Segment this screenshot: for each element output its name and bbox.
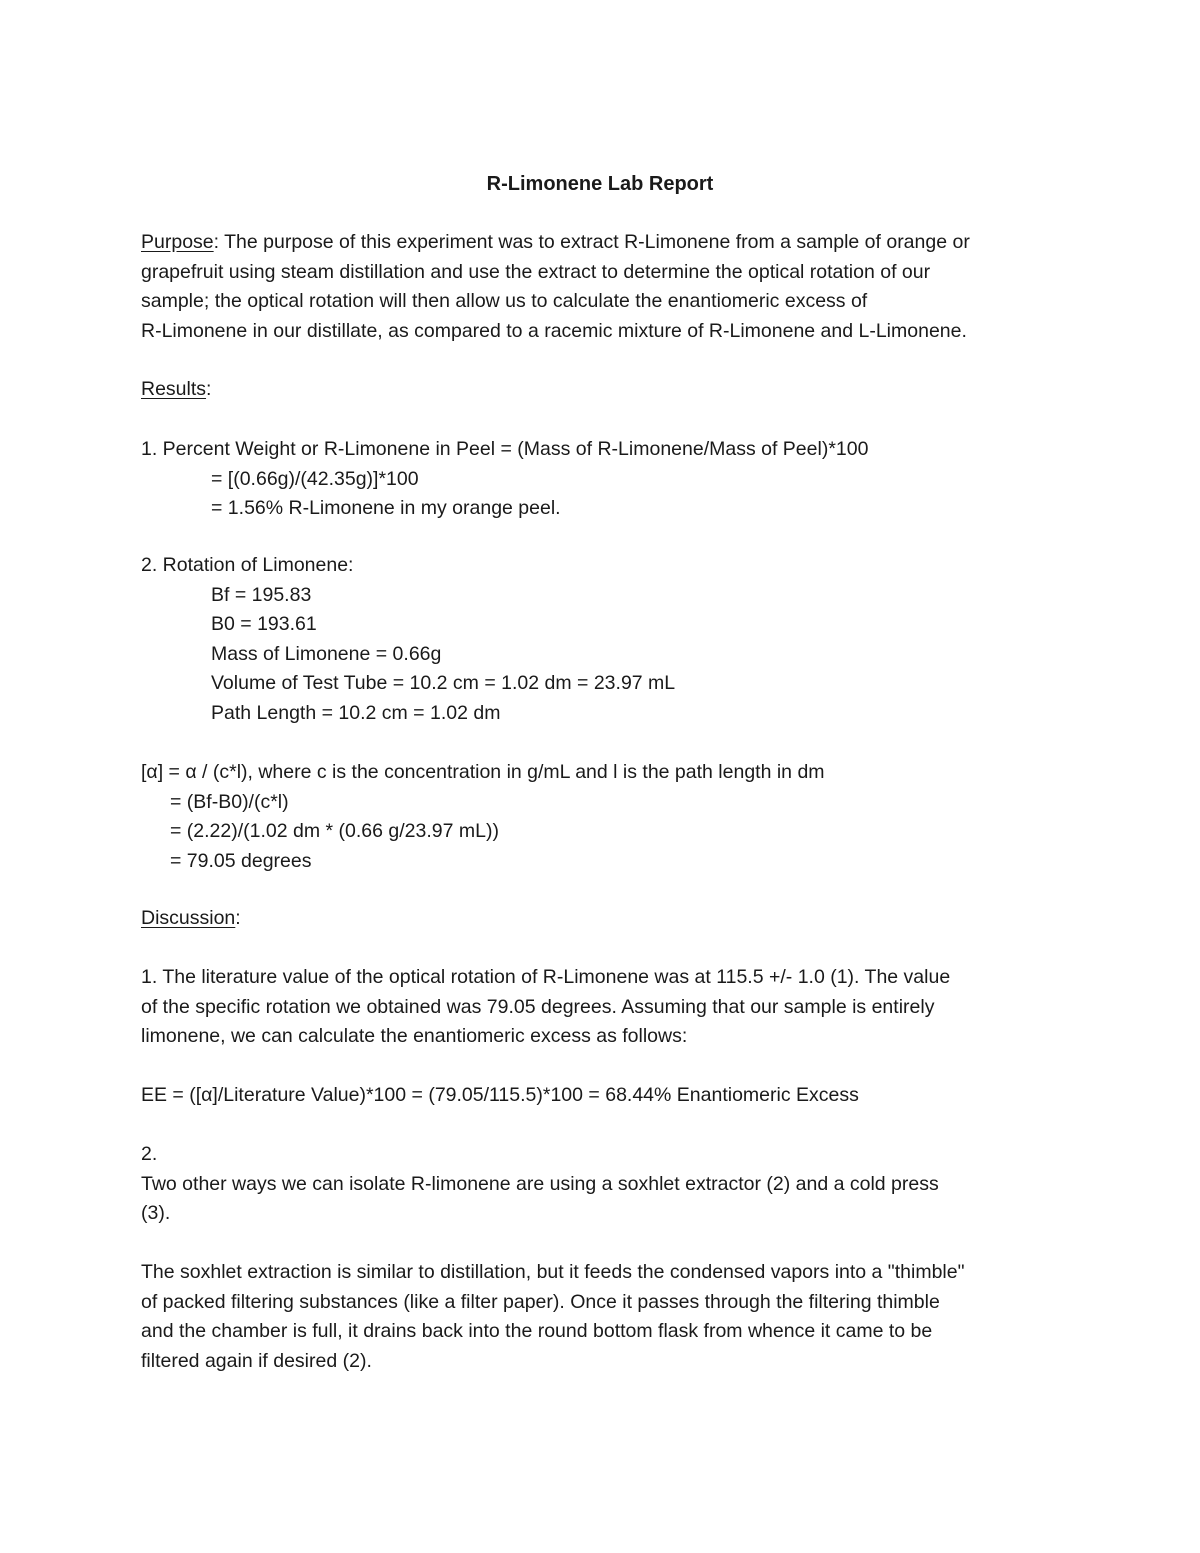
discussion-p1-line3: limonene, we can calculate the enantiomeric excess as follows: [141,1025,688,1048]
formula-line2: = (Bf-B0)/(c*l) [170,790,289,813]
results-heading: Results [141,378,207,400]
discussion-paragraph-3 [141,1258,1071,1376]
results-item-1 [141,435,1071,524]
results-item2-heading: 2. Rotation of Limonene: [141,554,354,576]
enantiomeric-excess-formula [141,1081,1071,1111]
results-item-2 [141,551,1071,729]
discussion-p3-line3: and the chamber is full, it drains back into the round bottom flask from whence it came to be [141,1320,933,1343]
results-value-volume: Volume of Test Tube = 10.2 cm = 1.02 dm = 23.97 mL [211,672,676,695]
discussion-p2-line2: (3). [141,1202,171,1225]
discussion-heading: Discussion [141,907,236,929]
purpose-section [141,228,1071,346]
rotation-formula [141,758,1071,876]
report-title: R-Limonene Lab Report [486,173,714,195]
discussion-heading-block [141,904,1071,934]
discussion-p1-line1: 1. The literature value of the optical rotation of R-Limonene was at 115.5 +/- 1.0 (1). The value [141,966,951,988]
purpose-text-1: The purpose of this experiment was to extract R-Limonene from a sample of orange or [219,231,970,253]
purpose-text-4: R-Limonene in our distillate, as compared to a racemic mixture of R-Limonene and L-Limonene. [141,319,967,342]
discussion-p3-line1: The soxhlet extraction is similar to distillation, but it feeds the condensed vapors into a "thimble" [141,1261,965,1283]
results-item1-line3: = 1.56% R-Limonene in my orange peel. [211,497,561,520]
results-value-mass: Mass of Limonene = 0.66g [211,642,442,665]
results-heading-block [141,375,1071,405]
results-item1-line2: = [(0.66g)/(42.35g)]*100 [211,467,419,490]
results-item1-line1: 1. Percent Weight or R-Limonene in Peel = (Mass of R-Limonene/Mass of Peel)*100 [141,438,869,460]
ee-line: EE = ([α]/Literature Value)*100 = (79.05/115.5)*100 = 68.44% Enantiomeric Excess [141,1084,859,1106]
results-value-b0: B0 = 193.61 [211,613,317,636]
discussion-item2-number: 2. [141,1143,158,1165]
discussion-p3-line4: filtered again if desired (2). [141,1349,372,1372]
purpose-heading: Purpose [141,231,214,253]
purpose-colon: : [213,231,220,253]
discussion-p1-line2: of the specific rotation we obtained was 79.05 degrees. Assuming that our sample is entirely [141,995,935,1018]
formula-line3: = (2.22)/(1.02 dm * (0.66 g/23.97 mL)) [170,820,499,843]
discussion-item-2 [141,1140,1071,1229]
discussion-paragraph-1 [141,963,1071,1052]
results-colon: : [206,378,212,400]
formula-line4: = 79.05 degrees [170,849,312,872]
purpose-text-3: sample; the optical rotation will then allow us to calculate the enantiomeric excess of [141,290,868,313]
discussion-colon: : [235,907,241,929]
results-value-bf: Bf = 195.83 [211,583,312,606]
purpose-line-1 [141,228,1071,258]
results-value-path-length: Path Length = 10.2 cm = 1.02 dm [211,701,501,724]
purpose-text-2: grapefruit using steam distillation and use the extract to determine the optical rotation of our [141,260,931,283]
formula-line1: [α] = α / (c*l), where c is the concentration in g/mL and l is the path length in dm [141,761,825,783]
discussion-p2-line1: Two other ways we can isolate R-limonene are using a soxhlet extractor (2) and a cold press [141,1172,939,1195]
discussion-p3-line2: of packed filtering substances (like a filter paper). Once it passes through the filtering thimble [141,1290,940,1313]
